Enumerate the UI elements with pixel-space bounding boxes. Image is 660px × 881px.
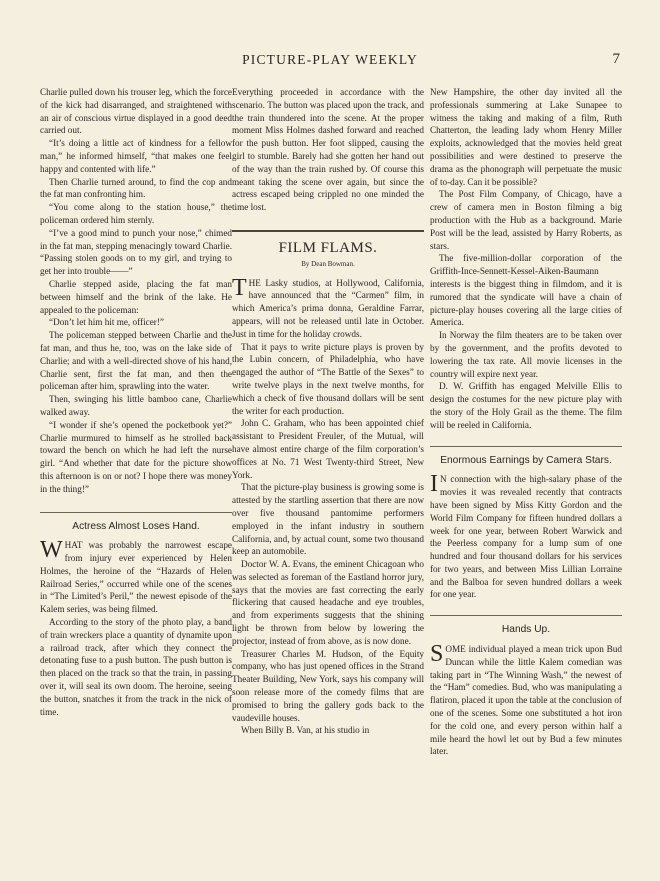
section-title-earnings: Enormous Earnings by Camera Stars.	[440, 454, 612, 466]
section-divider	[40, 512, 232, 513]
paragraph: Then Charlie turned around, to find the cop and the fat man confronting him.	[40, 176, 232, 200]
section-title-actress: Actress Almost Loses Hand.	[72, 520, 200, 532]
lead-text: OME individual played a mean trick upon Bud Duncan while the little Kalem comedian was taking part in “The Winning Wash,” the newest of the “Ham” comedies. Bud, who was manipulating a flatiron, placed it upon the table at the conclusion of one of the scenes. Some one substituted a hot iron for the cold one, and every person within half a mile heard the howl let out by Bud a few minutes later.	[430, 644, 622, 757]
paragraph: Treasurer Charles M. Hudson, of the Equity company, who has just opened offices in the Strand Theater Building, New York, says his company will soon release more of the comedy films that are promised to bring the gallery gods back to the vaudeville houses.	[232, 648, 424, 723]
page-header	[0, 52, 660, 72]
paragraph: The Post Film Company, of Chicago, have a crew of camera men in Boston filming a big production with the Hub as a background. Marie Post will be the lead, assisted by Harry Roberts, as stars.	[430, 189, 622, 251]
col1-story-continuation	[40, 86, 232, 496]
drop-cap: I	[430, 471, 438, 498]
paragraph: New Hampshire, the other day invited all the professionals summering at Lake Sunapee to witness the taking and making of a film, Ruth Chatterton, the leading lady whom Henry Miller exploits, acknowledged that the movies held great possibilities and were destined to preserve the drama as the phonograph will perpetuate the music of to-day. Can it be possible?	[430, 87, 622, 187]
paragraph: “Don’t let him hit me, officer!”	[49, 317, 164, 328]
paragraph: Doctor W. A. Evans, the eminent Chicagoan who was selected as foreman of the Eastland horror jury, says that the movies are fast correcting the early flickering that caused headache and eye troubles, and from experiments suggests that the shining light be thrown from below by lowering the projector, instead of from above, as is now done.	[232, 559, 424, 646]
paragraph: In Norway the film theaters are to be taken over by the government, and the profits devoted to lowering the tax rate. All movie licenses in the country will expire next year.	[430, 330, 622, 379]
page-number: 7	[612, 51, 620, 67]
paragraph: That it pays to write picture plays is proven by the Lubin concern, of Philadelphia, who have engaged the author of “The Battle of the Sexes” to write twelve plays in the next twelve months, for which a check of five thousand dollars will be sent the writer for each production.	[232, 341, 424, 416]
paragraph: That the picture-play business is growing some is attested by the startling assertion that there are now over five thousand pantomime performers employed in the infant industry in southern California, and, by actual count, some two thousand keep an automobile.	[232, 482, 424, 557]
paragraph: Charlie pulled down his trouser leg, which the force of the kick had disarranged, and straightened with an air of conscious virtue displayed in a good deed carried out.	[40, 87, 232, 136]
paragraph: When Billy B. Van, at his studio in	[241, 725, 370, 736]
magazine-title: PICTURE-PLAY WEEKLY	[242, 52, 418, 67]
paragraph: D. W. Griffith has engaged Melville Ellis to design the costumes for the new picture play with the story of the Holy Grail as the theme. The film will be reeled in California.	[430, 381, 622, 430]
lead-text: HAT was probably the narrowest escape from injury ever experienced by Helen Holmes, the heroine of the “Hazards of Helen Railroad Series,” occurred while one of the scenes in “The Limited’s Peril,” the newest episode of the Kalem series, was being filmed.	[40, 540, 232, 615]
lead-paragraph	[232, 274, 424, 341]
section-divider	[430, 615, 622, 616]
section-divider	[232, 230, 424, 232]
paragraph: “You come along to the station house,” the policeman ordered him sternly.	[40, 202, 232, 225]
drop-cap: S	[430, 641, 444, 668]
column-3	[430, 86, 622, 758]
paragraph: Charlie stepped aside, placing the fat man between himself and the brink of the lake. He appealed to the policeman:	[40, 278, 232, 315]
lead-text: N connection with the high-salary phase of the movies it was revealed recently that contracts have been signed by Miss Kitty Gordon and the World Film Company for fifteen hundred dollars a week for one year, between Robert Warwick and the Peerless company for a lump sum of one hundred and four thousand dollars for his services for two years, and between Miss Lillian Lorraine and the Balboa for seven hundred dollars a week for one year.	[430, 474, 622, 600]
paragraph: According to the story of the photo play, a band of train wreckers place a quantity of dynamite upon a railroad track, after which they connect the detonating fuse to a push button. The push button is then placed on the track so that the train, in passing over it, will seal its own doom. The heroine, seeing the button, snatches it from the track in the nick of time.	[40, 617, 232, 717]
drop-cap: T	[232, 274, 247, 301]
section-title-hands-up: Hands Up.	[501, 624, 551, 636]
paragraph: “It’s doing a little act of kindness for a fellow man,” he informed himself, “that makes one feel happy and contented with life.”	[40, 138, 232, 174]
paragraph: The five-million-dollar corporation of the Griffith-Ince-Sennett-Kessel-Aiken-Baumann interests is the biggest thing in filmdom, and it is rumored that the syndicate will have a chain of picture-play houses covering all the large cities of America.	[430, 253, 622, 328]
paragraph: Everything proceeded in accordance with the scenario. The button was placed upon the track, and the train thundered into the scene. At the proper moment Miss Holmes dashed forward and reached for the push button. Her foot slipped, causing the girl to stumble. Barely had she gotten her hand out of the way than the train rushed by. Of course this meant taking the scene over again, but since the actress escaped being crippled no one minded the time lost.	[232, 87, 424, 213]
paragraph: “I’ve a good mind to punch your nose,” chimed in the fat man, stepping menacingly toward Charlie. “Passing stolen goods on to my girl, and trying to get her into trouble——”	[40, 227, 232, 277]
drop-cap: W	[40, 537, 63, 564]
byline: By Dean Bowman.	[301, 259, 355, 268]
column-2	[232, 86, 424, 737]
paragraph: “I wonder if she’s opened the pocketbook yet?” Charlie murmured to himself as he strolled back toward the bench on which he had left the nurse girl. “And whether that date for the picture show this afternoon is on or not? I hope there was money in the thing!”	[40, 419, 232, 494]
paragraph: The policeman stepped between Charlie and the fat man, and thus he, too, was on the lake side of Charlie; and with a well-directed shove of his hand, Charlie sent, first the fat man, and then the policeman after him, sprawling into the water.	[40, 330, 232, 392]
paragraph: Then, swinging his little bamboo cane, Charlie walked away.	[40, 394, 232, 417]
lead-paragraph	[430, 643, 622, 758]
lead-paragraph	[430, 473, 622, 601]
lead-text: HE Lasky studios, at Hollywood, California, have announced that the “Carmen” film, in which America’s prima donna, Geraldine Farrar, appears, will not be released until late in October. Just in time for the holiday crowds.	[232, 277, 424, 339]
section-title-film-flams: FILM FLAMS.	[278, 239, 378, 256]
lead-paragraph	[40, 539, 232, 616]
paragraph: John C. Graham, who has been appointed chief assistant to President Freuler, of the Mutual, will have almost entire charge of the film corporation’s offices at No. 71 West Twenty-third Street, New York.	[232, 418, 424, 480]
column-1	[40, 86, 232, 718]
section-divider	[430, 446, 622, 447]
